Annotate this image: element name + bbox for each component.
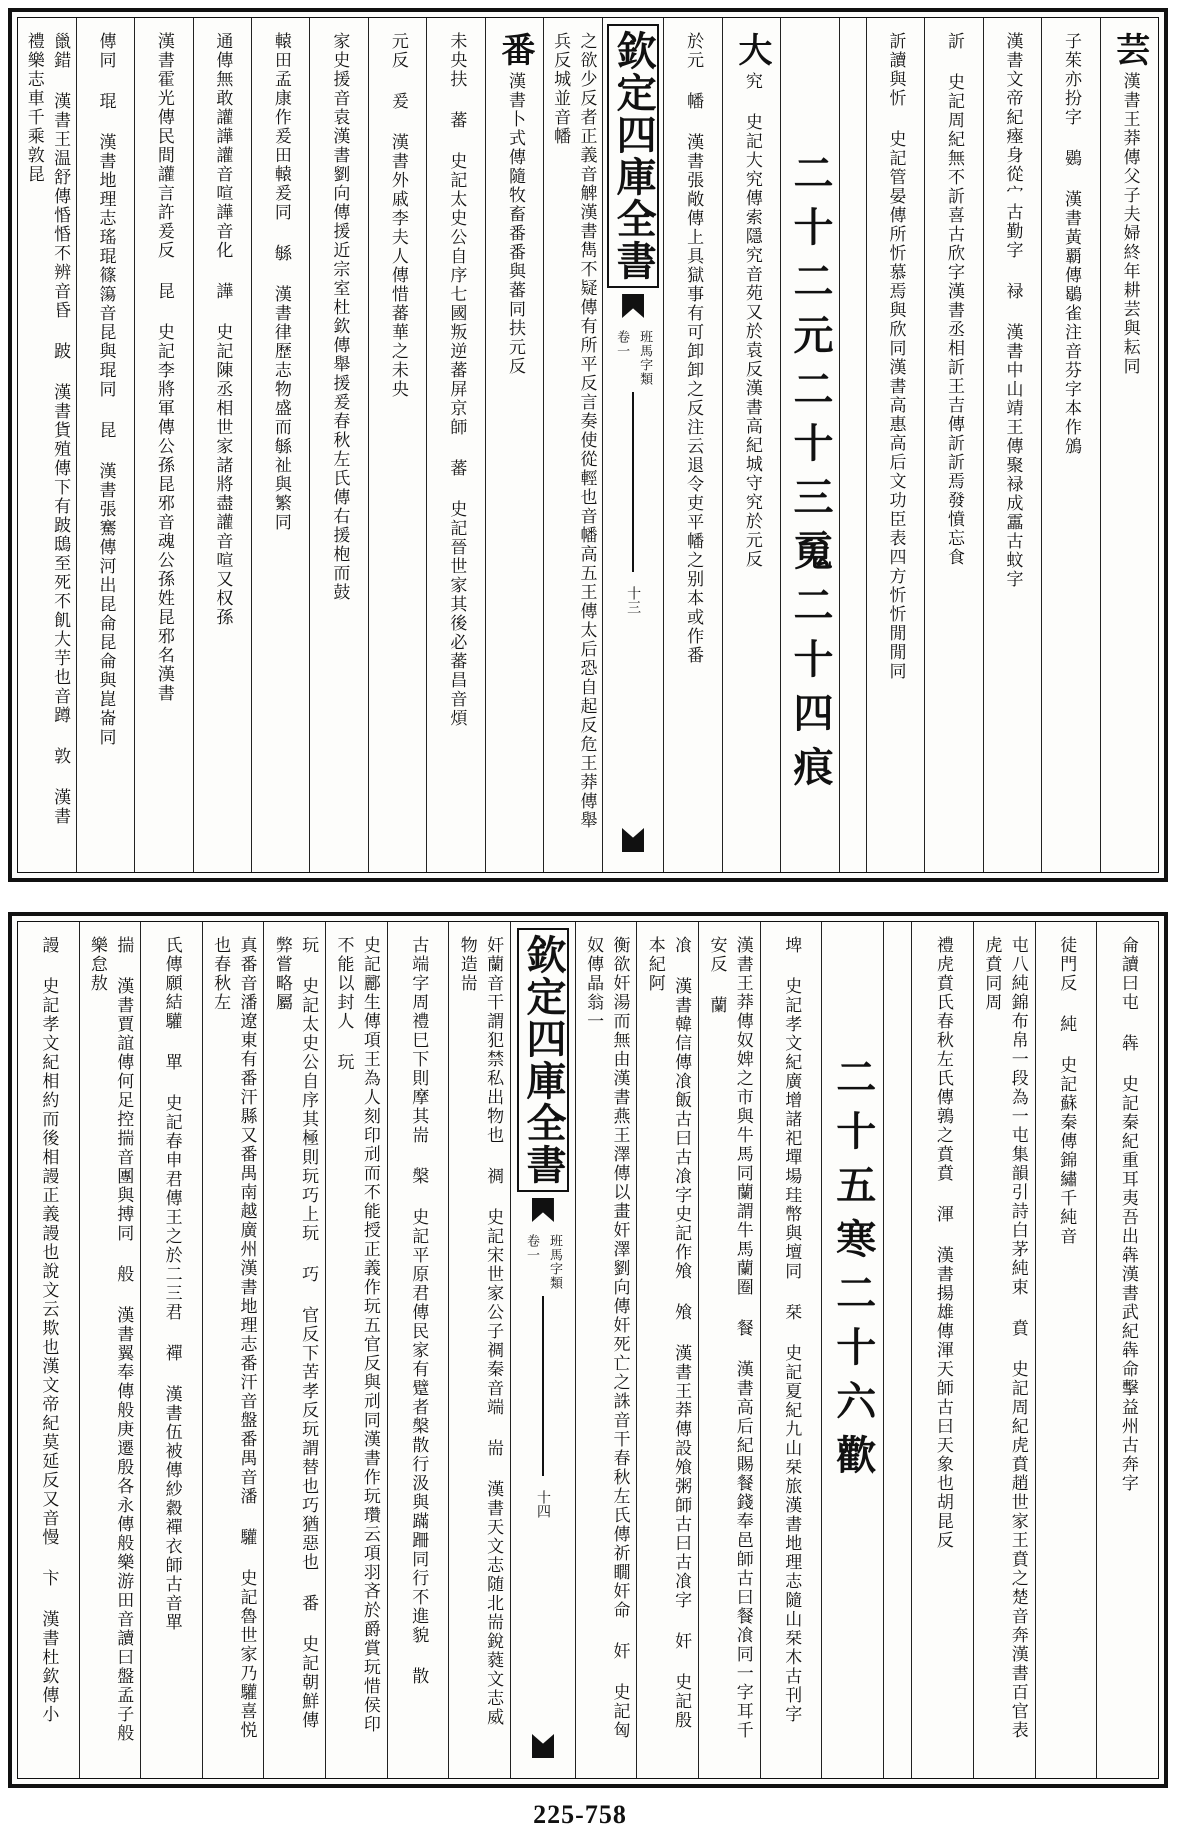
rhyme-section-heading: [780, 18, 838, 872]
column-text: [1058, 32, 1084, 456]
column-text: [725, 32, 778, 569]
column-text: [680, 32, 706, 665]
text-column: [663, 18, 721, 872]
spine-sub-label: 班馬字類: [637, 330, 653, 386]
heading-text: [822, 936, 883, 1488]
column-body: 未央扶 蕃 史記太史公自序七國叛逆蕃屏京師 蕃 史記晉世家其後必蕃昌音煩: [446, 32, 467, 728]
column-body: 傳同 琨 漢書地理志瑤琨篠簜音昆與琨同 昆 漢書張騫傳河出昆侖昆侖與崑崙同: [95, 32, 116, 747]
heading-label: 二十五寒二十六歡: [829, 1056, 877, 1488]
column-text: [207, 936, 260, 1744]
column-text: [882, 32, 908, 681]
text-column: [575, 922, 637, 1778]
column-text: [488, 32, 541, 376]
column-body: 家史援音袁漢書劉向傳援近宗室杜欽傳舉援爰春秋左氏傳右援枹而鼓: [329, 32, 350, 602]
spine-rule: [542, 1296, 544, 1476]
column-body: 謾 史記孝文紀相約而後相謾正義謾也說文云欺也漢文帝紀莫延反又音慢 卞 漢書杜欽傳小: [38, 936, 59, 1724]
column-body: 究 史記大究傳索隱究音苑又於袁反漢書高紀城守究於元反: [741, 72, 762, 569]
spine-column: [602, 18, 663, 872]
page-number: 225-758: [533, 1800, 627, 1829]
text-column: [1096, 922, 1158, 1778]
column-body: 真番音潘遼東有番汗縣又番禺南越廣州漢書地理志番汗音盤番禺音潘 驩 史記魯世家乃驩喜悦也春秋左: [210, 936, 257, 1740]
column-body: 衡欲奸湯而無由漢書燕王澤傳以畫奸澤劉向傳奸死亡之誅音干春秋左氏傳祈瞯奸命 奸 史記匈奴傳晶翁一: [583, 936, 630, 1740]
column-body: 侖讀曰屯 犇 史記秦紀重耳夷吾出犇漢書武紀犇命擊益州古奔字: [1117, 936, 1138, 1493]
column-text: [209, 32, 235, 627]
column-body: 徒門反 純 史記蘇秦傳錦繡千純音: [1056, 936, 1077, 1246]
column-text: [778, 936, 804, 1724]
spine-rule: [632, 392, 634, 572]
column-body: 訢讀與忻 史記管晏傳所忻慕焉與欣同漢書高惠高后文功臣表四方忻忻閒閒同: [885, 32, 906, 681]
column-body: 子茱亦扮字 鷃 漢書黃覇傳鶡雀注音芬字本作鳻: [1060, 32, 1081, 456]
text-column: [760, 922, 822, 1778]
text-column: [636, 922, 698, 1778]
column-body: 巤錯 漢書王温舒傳惛惛不辨音昏 跛 漢書貨殖傳下有跛鴟至死不飢大芋也音蹲 敦 漢書禮樂志車千乘敦昆: [23, 32, 71, 826]
rhyme-section-heading: [821, 922, 883, 1778]
text-column: [543, 18, 601, 872]
text-column: [18, 922, 79, 1778]
fish-tail-mark-icon: [532, 1734, 554, 1758]
column-text: [385, 32, 411, 399]
text-column: [1041, 18, 1099, 872]
leaf-number: 十四: [534, 1490, 551, 1518]
column-body: 埤 史記孝文紀廣增諸祀墠場珪幣與壇同 栞 史記夏紀九山栞旅漢書地理志隨山栞木古刊字: [781, 936, 802, 1724]
column-text: [268, 32, 294, 532]
spine-volume-label: 卷一: [614, 330, 630, 358]
column-body: 屯八純錦布帛一段為一屯集韻引詩白茅純束 賁 史記周紀虎賁趙世家王賁之楚音奔漢書百官表虎賁同周: [981, 936, 1028, 1740]
text-column: [18, 18, 75, 872]
text-column: [202, 922, 264, 1778]
text-column: [309, 18, 367, 872]
column-body: 漢書文帝紀瘞身從宀古勤字 䘵 漢書中山靖王傳聚䘵成靁古蚊字: [1002, 32, 1023, 589]
column-text: [268, 936, 321, 1744]
column-text: [1103, 32, 1156, 376]
column-body: 於元 幡 漢書張敞傳上具獄事有可卸卸之反注云退令吏平幡之别本或作番: [683, 32, 704, 665]
upper-page: [8, 8, 1168, 882]
text-column: [722, 18, 780, 872]
column-text: [20, 32, 73, 838]
column-body: 通傳無敢讙譁讙音喧譁音化 譁 史記陳丞相世家諸將盡讙音喧又权孫: [212, 32, 233, 627]
upper-text-columns: [18, 18, 1158, 872]
column-text: [151, 32, 177, 703]
text-column: [251, 18, 309, 872]
text-column: [1035, 922, 1097, 1778]
head-character: 大: [731, 32, 772, 72]
column-body: 奸蘭音干謂犯禁私出物也 禂 史記宋世家公子禂秦音端 耑 漢書天文志随北耑銳蕤文志威物造耑: [456, 936, 504, 1727]
leaf-number: 十三: [625, 586, 642, 614]
column-body: 轅田孟康作爰田轅爰同 緐 漢書律歷志物盛而緐祉與繁同: [270, 32, 291, 532]
text-column: [924, 18, 982, 872]
head-character: 番: [495, 32, 535, 72]
spine-volume-label: 卷一: [523, 1234, 539, 1262]
column-text: [547, 32, 600, 838]
text-column: [263, 922, 325, 1778]
lower-text-columns: [18, 922, 1158, 1778]
column-text: [92, 32, 118, 747]
lower-page: [8, 912, 1168, 1788]
column-text: [443, 32, 469, 728]
column-body: 訢 史記周紀無不訢喜古欣字漢書丞相訢王吉傳訢訢焉發憤忘食: [943, 32, 964, 567]
text-column: [866, 18, 924, 872]
text-column: [387, 922, 449, 1778]
column-body: 古端字周禮巳下則摩其耑 槃 史記平原君傳民家有躄者槃散行汲與蹣跚同行不進貌 散: [408, 936, 429, 1686]
column-body: 漢書卜式傳隨牧畜番番與蕃同扶元反: [505, 72, 525, 376]
column-text: [978, 936, 1031, 1744]
spine-column: [510, 922, 575, 1778]
text-column: [973, 922, 1035, 1778]
heading-text: [780, 32, 838, 800]
text-column: [911, 922, 973, 1778]
text-column: [140, 922, 202, 1778]
column-text: [35, 936, 61, 1724]
column-body: 漢書霍光傳民間讙言許爰反 昆 史記李將軍傳公孫昆邪音魂公孫姓昆邪名漢書: [153, 32, 174, 703]
text-column: [76, 18, 134, 872]
column-text: [405, 936, 431, 1686]
column-body: 氏傳願結驩 單 史記春申君傳王之於二三君 禪 漢書伍被傳紗縠禪衣師古音單: [161, 936, 182, 1632]
text-column: [983, 18, 1041, 872]
column-text: [326, 32, 352, 602]
fish-tail-mark-icon: [622, 828, 644, 852]
column-text: [330, 936, 383, 1744]
upper-page-frame: [17, 17, 1159, 873]
column-body: 之欲少反者正義音䚜漢書雋不疑傳有所平反言奏使從輕也音幡高五王傳太后恐自起反危王莽傳舉兵反城並音幡: [550, 32, 597, 830]
text-column: [193, 18, 251, 872]
column-text: [941, 32, 967, 567]
text-column: [1100, 18, 1158, 872]
column-text: [1053, 936, 1079, 1246]
column-text: [1115, 936, 1141, 1493]
text-column: [698, 922, 760, 1778]
column-text: [158, 936, 184, 1632]
lower-page-frame: [17, 921, 1159, 1779]
column-text: [930, 936, 956, 1550]
heading-label: 二十二元二十三䰟二十四痕: [786, 152, 834, 800]
text-column: [448, 922, 510, 1778]
column-body: 漢書王莽傳父子夫婦終年耕芸與耘同: [1119, 72, 1140, 376]
column-body: 漢書王莽傳奴婢之市與牛馬同蘭謂牛馬蘭圈 餐 漢書高后紀賜餐錢奉邑師古曰餐飡同一字耳千安反 蘭: [706, 936, 753, 1740]
column-body: 禮虎賁氏春秋左氏傳鶉之賁賁 渾 漢書揚雄傳渾天師古曰天象也胡昆反: [932, 936, 953, 1550]
text-column: [368, 18, 426, 872]
book-title: 欽定四庫全書: [517, 928, 569, 1192]
column-body: 玩 史記太史公自序其極則玩巧上玩 巧 官反下苦孝反玩謂替也巧猶惡也 番 史記朝鮮傳弊嘗略屬: [271, 936, 319, 1730]
fish-tail-mark-icon: [622, 294, 644, 318]
text-column: [485, 18, 543, 872]
text-column: [426, 18, 484, 872]
column-body: 史記酈生傳項王為人刻印刓而不能授正義作玩五官反與刓同漢書作玩瓚云項羽吝於爵賞玩惜侯印不能以封人 玩: [333, 936, 380, 1734]
spine-labels: [612, 330, 654, 386]
column-body: 飡 漢書韓信傳飡飯古曰古飡字史記作飧 飧 漢書王莽傳設飧粥師古曰古飡字 奸 史記殷本紀阿: [644, 936, 692, 1730]
spine-labels: [522, 1234, 564, 1290]
head-character: 芸: [1109, 32, 1150, 72]
column-text: [84, 936, 137, 1744]
column-text: [703, 936, 756, 1744]
column-text: [999, 32, 1025, 589]
column-text: [641, 936, 694, 1744]
blank-column: [883, 922, 911, 1778]
column-body: 揣 漢書賈誼傳何足控揣音團與搏同 般 漢書翼奉傳般庚遷殷各永傳般樂游田音讀曰盤孟子般樂怠敖: [86, 936, 134, 1743]
blank-column: [839, 18, 866, 872]
column-body: 元反 爰 漢書外戚李夫人傳惜蕃華之未央: [387, 32, 408, 399]
spine-sub-label: 班馬字類: [546, 1234, 562, 1290]
column-text: [580, 936, 633, 1744]
text-column: [325, 922, 387, 1778]
book-title: 欽定四庫全書: [607, 24, 659, 288]
fish-tail-mark-icon: [532, 1198, 554, 1222]
text-column: [134, 18, 192, 872]
text-column: [79, 922, 141, 1778]
column-text: [453, 936, 506, 1744]
